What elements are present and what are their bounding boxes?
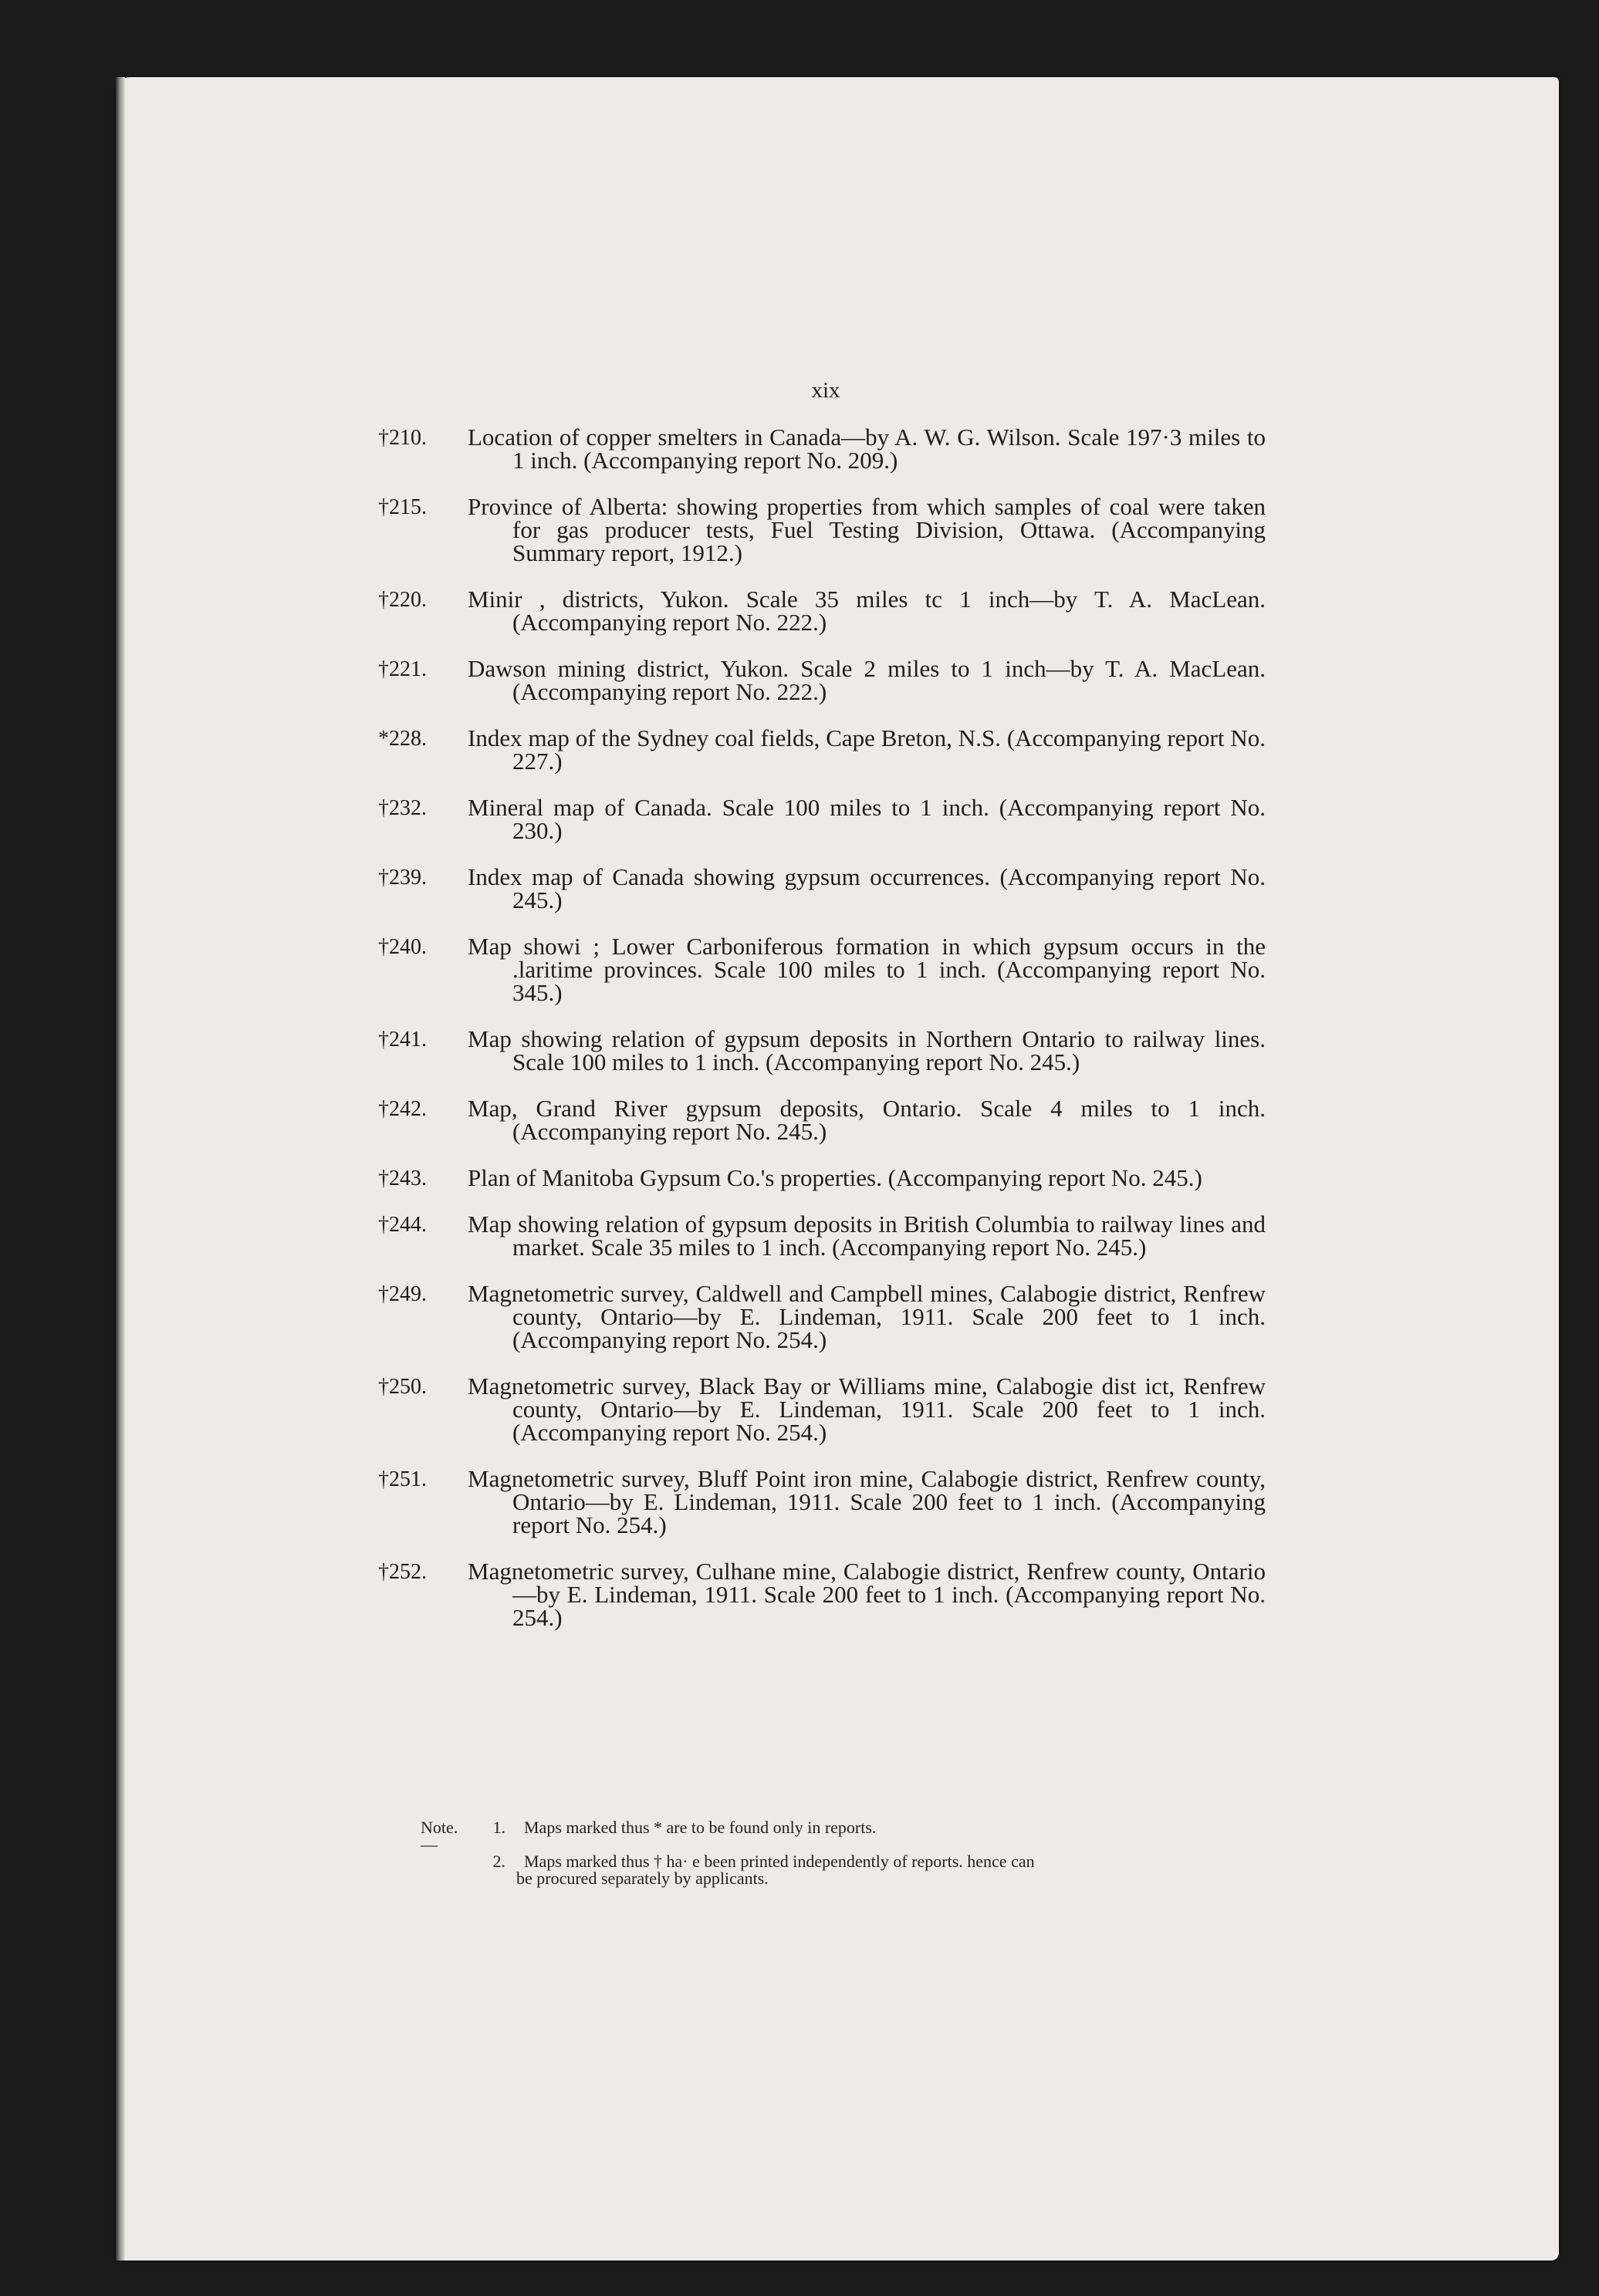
list-item	[378, 1560, 1266, 1629]
entry-text: Dawson mining district, Yukon. Scale 2 miles to 1 inch—by T. A. MacLean. (Accompanying report No. 222.)	[468, 655, 1266, 705]
list-item	[378, 495, 1266, 565]
entry-text: Plan of Manitoba Gypsum Co.'s properties. (Accompanying report No. 245.)	[468, 1164, 1202, 1191]
footnote-text: Maps marked thus * are to be found only in reports.	[524, 1818, 877, 1837]
list-item	[378, 863, 1266, 913]
entry-number: †242.	[378, 1097, 427, 1121]
list-item	[378, 1282, 1266, 1352]
entry-number: †243.	[378, 1167, 427, 1190]
entry-text: Map showing relation of gypsum deposits in British Columbia to railway lines and market. Scale 35 miles to 1 inch. (Accompanying report No. 245.)	[468, 1210, 1266, 1261]
entry-number: †251.	[378, 1467, 427, 1491]
entry-text: Magnetometric survey, Caldwell and Campbell mines, Calabogie district, Renfrew county, Ontario—by E. Lindeman, 1911. Scale 200 feet to 1 inch. (Accompanying report No. 254.)	[468, 1280, 1266, 1353]
entry-text: Index map of the Sydney coal fields, Cape Breton, N.S. (Accompanying report No. 227.)	[468, 724, 1266, 775]
entry-text: Map showing relation of gypsum deposits in Northern Ontario to railway lines. Scale 100 miles to 1 inch. (Accompanying report No. 245.)	[468, 1025, 1266, 1075]
entry-number: †240.	[378, 935, 427, 959]
entry-text: Map showi ; Lower Carboniferous formation in which gypsum occurs in the .laritime provinces. Scale 100 miles to 1 inch. (Accompanying report No. 345.)	[468, 933, 1266, 1006]
list-item	[378, 1210, 1266, 1261]
page-number: xix	[811, 378, 840, 403]
map-list	[378, 426, 1266, 1653]
entry-text: Location of copper smelters in Canada—by A. W. G. Wilson. Scale 197·3 miles to 1 inch. (Accompanying report No. 209.)	[468, 424, 1266, 474]
footnote-continuation: be procured separately by applicants.	[516, 1869, 769, 1888]
entry-number: †241.	[378, 1028, 427, 1052]
list-item	[378, 588, 1266, 634]
entry-number: †244.	[378, 1213, 427, 1237]
entry-text: Magnetometric survey, Bluff Point iron mine, Calabogie district, Renfrew county, Ontario—by E. Lindeman, 1911. Scale 200 feet to 1 inch. (Accompanying report No. 254.)	[468, 1465, 1266, 1538]
entry-number: †239.	[378, 866, 427, 890]
entry-text: Index map of Canada showing gypsum occurrences. (Accompanying report No. 245.)	[468, 863, 1266, 913]
entry-text: Magnetometric survey, Culhane mine, Calabogie district, Renfrew county, Ontario—by E. Lindeman, 1911. Scale 200 feet to 1 inch. (Accompanying report No. 254.)	[468, 1558, 1266, 1631]
entry-number: †232.	[378, 796, 427, 820]
list-item	[378, 935, 1266, 1004]
footnote-label: Note.—	[421, 1818, 458, 1854]
entry-number: *228.	[378, 727, 427, 751]
list-item	[378, 724, 1266, 775]
list-item	[378, 1375, 1266, 1444]
list-item	[378, 1097, 1266, 1143]
entry-text: Mineral map of Canada. Scale 100 miles to 1 inch. (Accompanying report No. 230.)	[468, 794, 1266, 844]
list-item	[378, 796, 1266, 842]
list-item	[378, 1164, 1266, 1191]
footnote-number: 1.	[492, 1818, 505, 1837]
footnote-number: 2.	[492, 1852, 505, 1871]
entry-text: Magnetometric survey, Black Bay or Williams mine, Calabogie dist ict, Renfrew county, Ontario—by E. Lindeman, 1911. Scale 200 feet to 1 inch. (Accompanying report No. 254.)	[468, 1373, 1266, 1446]
page-binding-edge	[116, 77, 125, 2261]
entry-text: Province of Alberta: showing properties from which samples of coal were taken for gas producer tests, Fuel Testing Division, Ottawa. (Accompanying Summary report, 1912.)	[468, 493, 1266, 566]
list-item	[378, 426, 1266, 472]
footnote-text: Maps marked thus † ha· e been printed independently of reports. hence can	[524, 1852, 1035, 1871]
list-item	[378, 1025, 1266, 1075]
entry-number: †250.	[378, 1375, 427, 1399]
footnote-row	[421, 1853, 1262, 1870]
entry-number: †215.	[378, 495, 427, 519]
entry-number: †221.	[378, 657, 427, 681]
list-item	[378, 1467, 1266, 1537]
entry-text: Map, Grand River gypsum deposits, Ontario. Scale 4 miles to 1 inch. (Accompanying report No. 245.)	[468, 1095, 1266, 1145]
entry-text: Minir , districts, Yukon. Scale 35 miles tc 1 inch—by T. A. MacLean. (Accompanying report No. 222.)	[468, 586, 1266, 636]
list-item	[378, 657, 1266, 704]
entry-number: †249.	[378, 1282, 427, 1306]
entry-number: †210.	[378, 426, 427, 450]
entry-number: †220.	[378, 588, 427, 612]
footnote-row	[421, 1819, 1262, 1853]
footnote	[421, 1819, 1262, 1887]
entry-number: †252.	[378, 1560, 427, 1584]
